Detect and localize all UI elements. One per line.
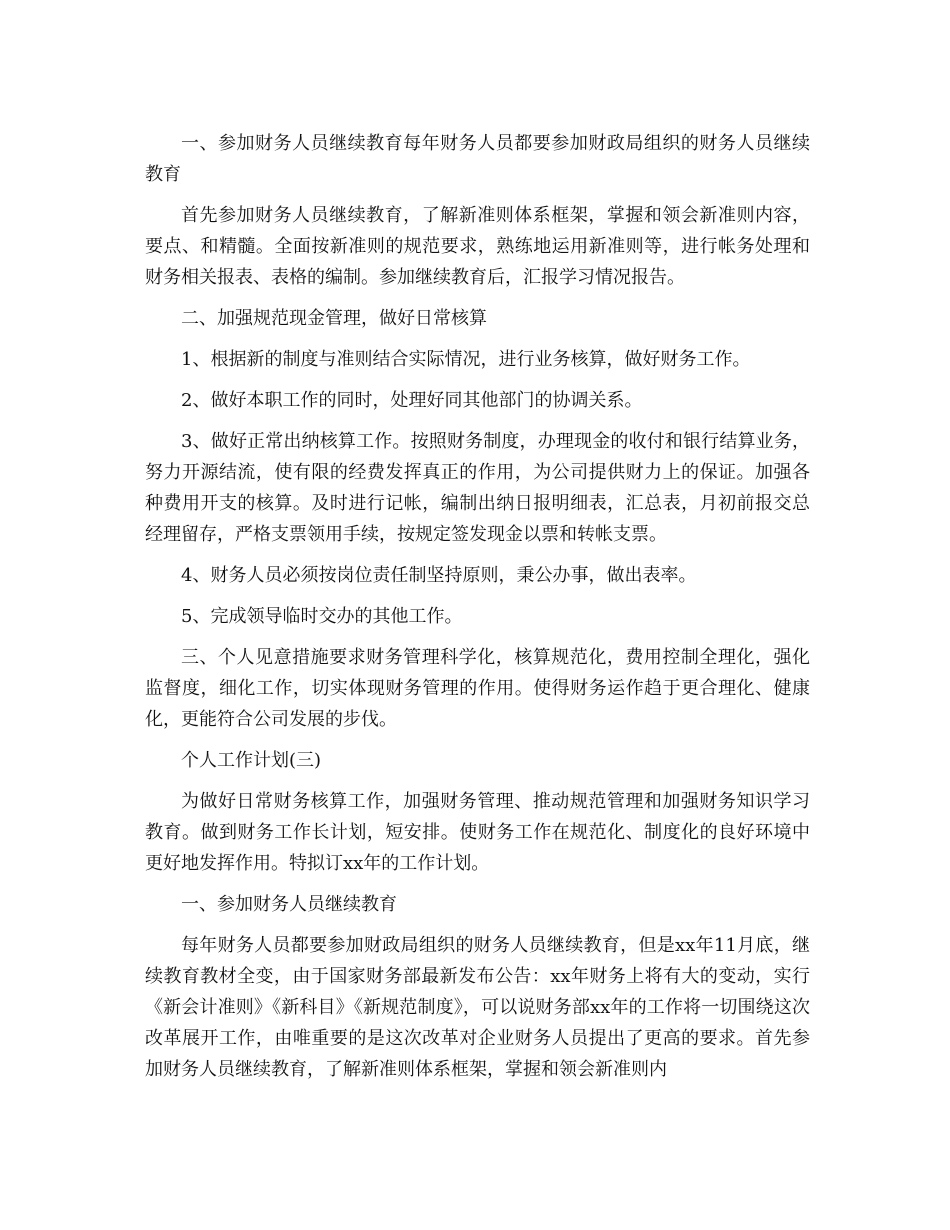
paragraph-6: 3、做好正常出纳核算工作。按照财务制度，办理现金的收付和银行结算业务，努力开源结流，使有限的经费发挥真正的作用，为公司提供财力上的保证。加强各种费用开支的核算。及时进行记帐，编制出纳日报明细表，汇总表，月初前报交总经理留存，严格支票领用手续，按规定签发现金以票和转帐支票。 [145, 431, 810, 545]
paragraph-13: 每年财务人员都要参加财政局组织的财务人员继续教育，但是xx年11月底，继续教育教材全变，由于国家财务部最新发布公告：xx年财务上将有大的变动，实行《新会计准则》《新科目》《新规范制度》，可以说财务部xx年的工作将一切围绕这次改革展开工作，由唯重要的是这次改革对企业财务人员提出了更高的要求。首先参加财务人员继续教育，了解新准则体系框架，掌握和领会新准则内 [145, 935, 810, 1080]
paragraph-3: 二、加强规范现金管理，做好日常核算 [181, 308, 487, 329]
paragraph-2: 首先参加财务人员继续教育，了解新准则体系框架，掌握和领会新准则内容，要点、和精髓。全面按新准则的规范要求，熟练地运用新准则等，进行帐务处理和财务相关报表、表格的编制。参加继续教育后，汇报学习情况报告。 [145, 205, 810, 288]
document-body [145, 128, 810, 1095]
paragraph-12: 一、参加财务人员继续教育 [181, 894, 397, 915]
paragraph-10: 个人工作计划(三) [181, 750, 322, 771]
paragraph-5: 2、做好本职工作的同时，处理好同其他部门的协调关系。 [181, 390, 643, 411]
paragraph-11: 为做好日常财务核算工作，加强财务管理、推动规范管理和加强财务知识学习教育。做到财务工作长计划，短安排。使财务工作在规范化、制度化的良好环境中更好地发挥作用。特拟订xx年的工作计划。 [145, 791, 810, 874]
paragraph-1: 一、参加财务人员继续教育每年财务人员都要参加财政局组织的财务人员继续教育 [145, 133, 810, 185]
paragraph-4: 1、根据新的制度与准则结合实际情况，进行业务核算，做好财务工作。 [181, 349, 751, 370]
paragraph-9: 三、个人见意措施要求财务管理科学化，核算规范化，费用控制全理化，强化监督度，细化工作，切实体现财务管理的作用。使得财务运作趋于更合理化、健康化，更能符合公司发展的步伐。 [145, 647, 810, 730]
paragraph-7: 4、财务人员必须按岗位责任制坚持原则，秉公办事，做出表率。 [181, 565, 697, 586]
paragraph-8: 5、完成领导临时交办的其他工作。 [181, 606, 463, 627]
